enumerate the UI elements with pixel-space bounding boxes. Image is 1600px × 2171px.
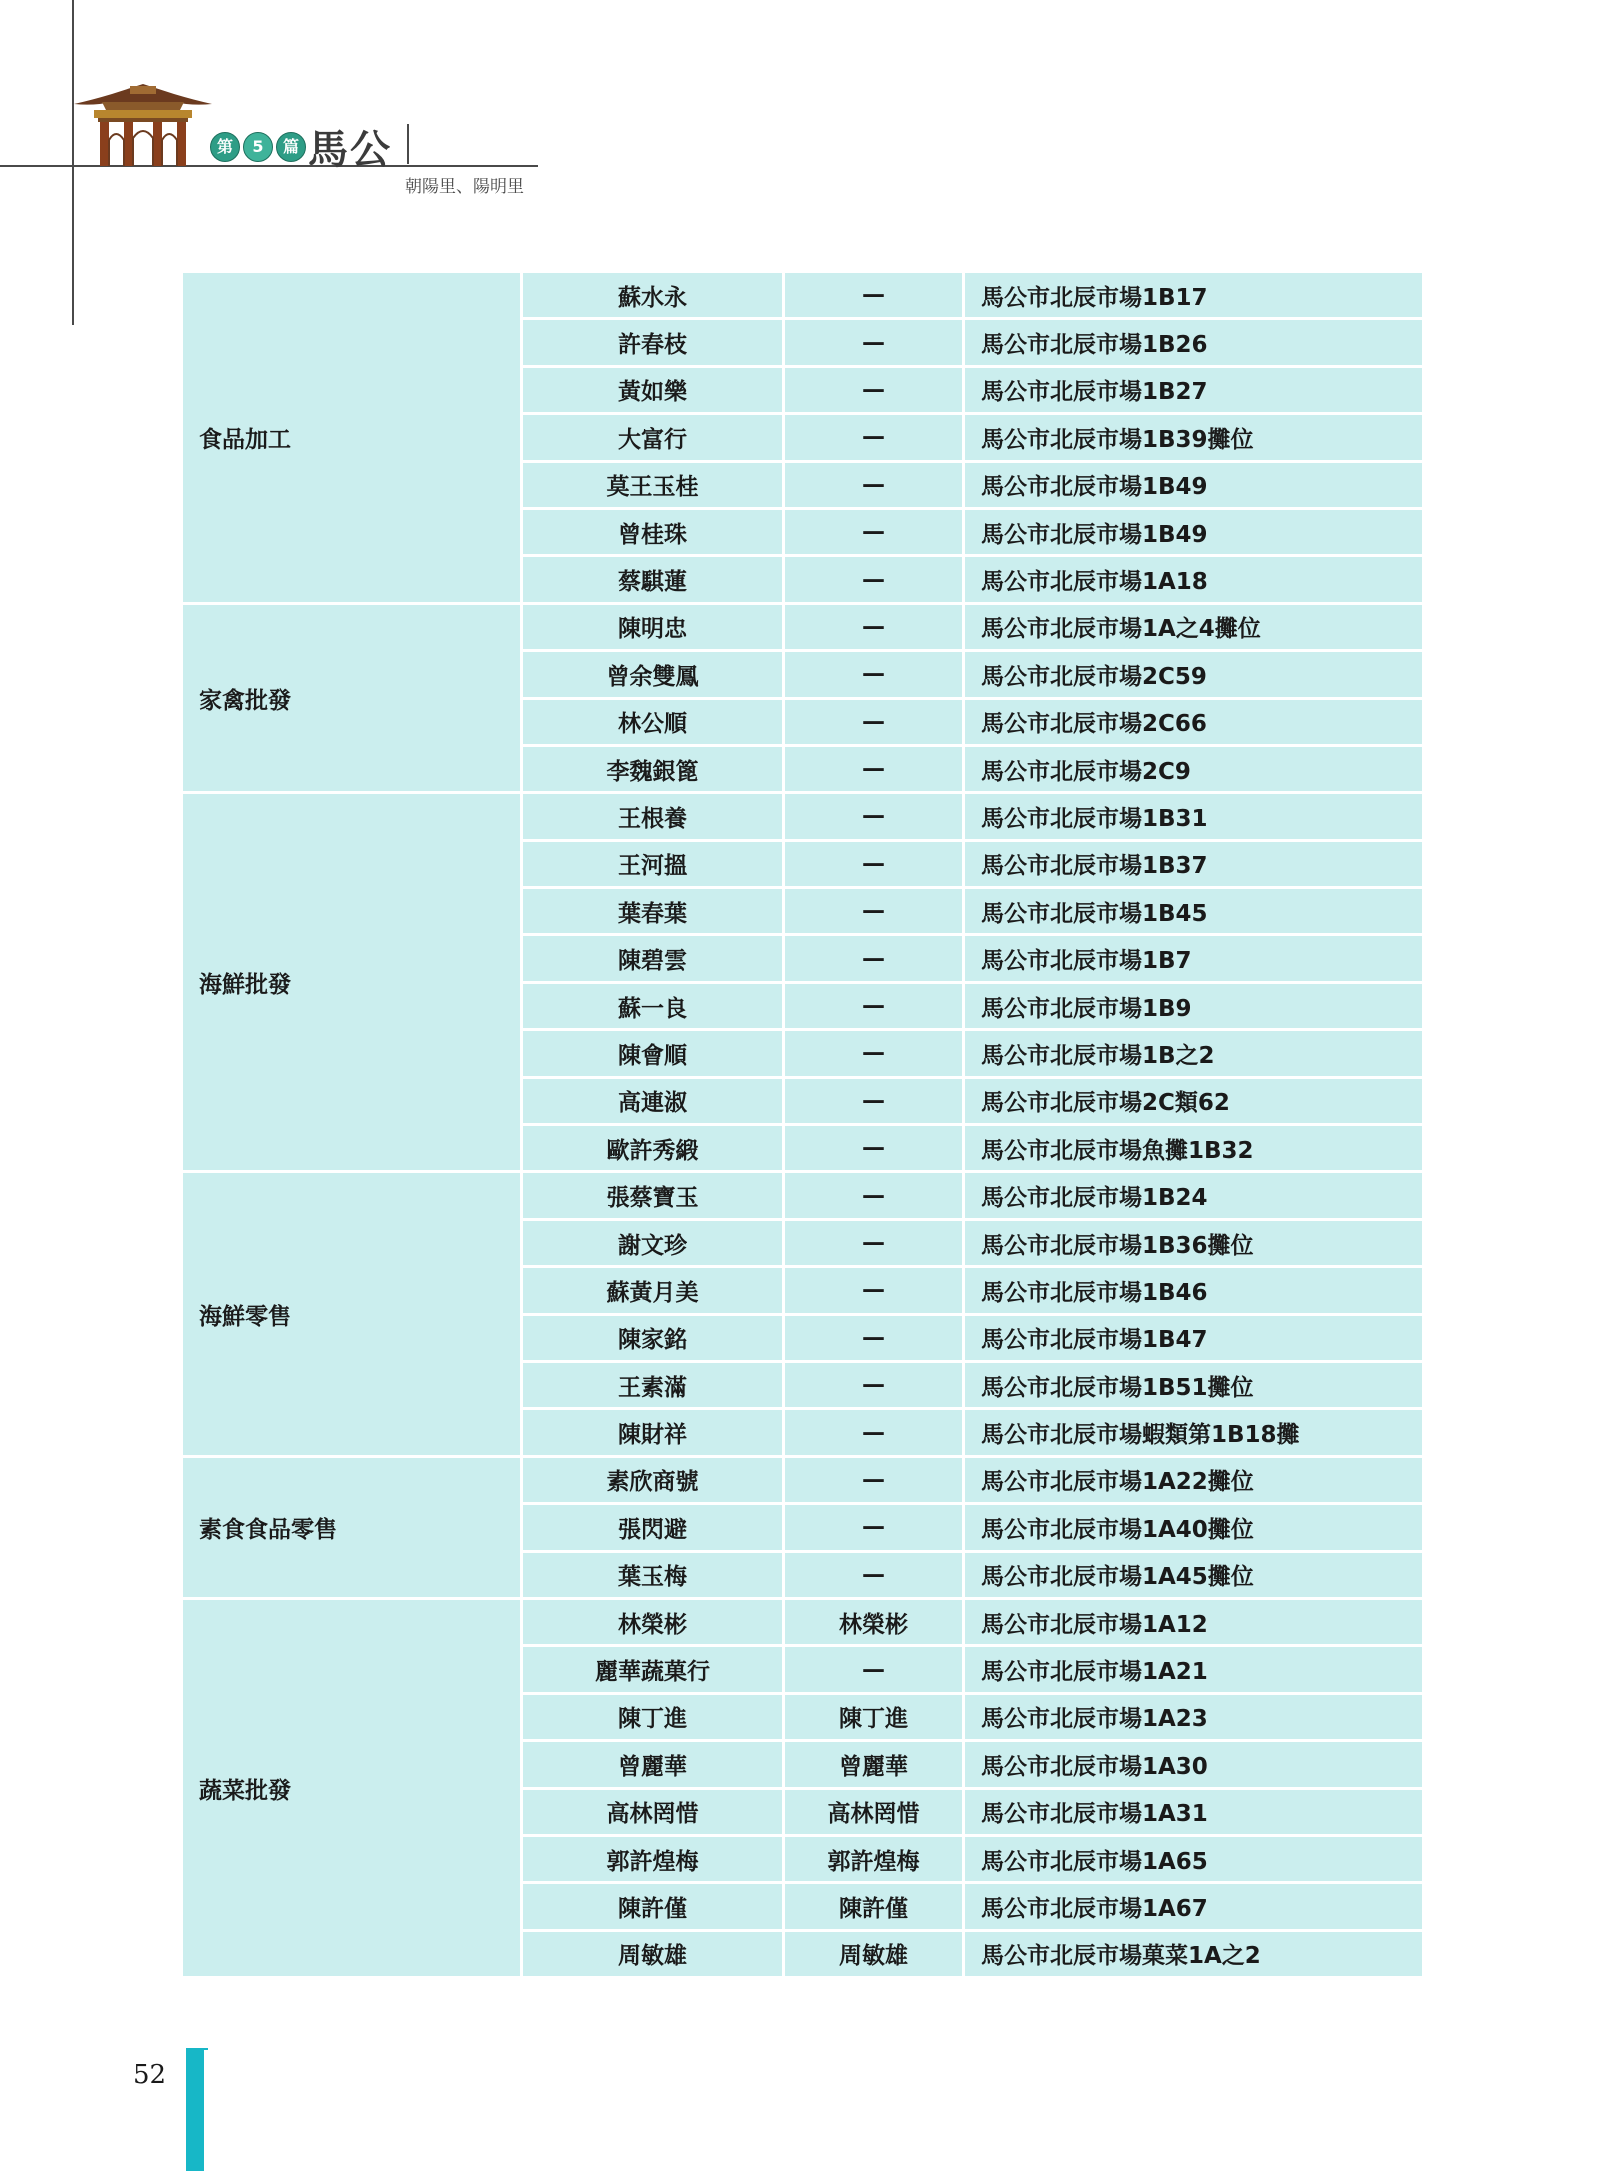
- representative-cell: —: [784, 1314, 964, 1361]
- address-cell: 馬公市北辰市場1B26: [964, 319, 1424, 366]
- address-cell: 馬公市北辰市場1A67: [964, 1883, 1424, 1930]
- address-cell: 馬公市北辰市場1A30: [964, 1741, 1424, 1788]
- address-cell: 馬公市北辰市場菓菜1A之2: [964, 1930, 1424, 1977]
- business-name-cell: 葉玉梅: [522, 1551, 784, 1598]
- address-cell: 馬公市北辰市場1A40攤位: [964, 1504, 1424, 1551]
- footer-accent-bar: [186, 2048, 204, 2171]
- business-name-cell: 曾桂珠: [522, 508, 784, 555]
- representative-cell: —: [784, 1267, 964, 1314]
- address-cell: 馬公市北辰市場蝦類第1B18攤: [964, 1409, 1424, 1456]
- business-name-cell: 蔡騏蓮: [522, 556, 784, 603]
- business-listing-table: [180, 270, 1425, 1979]
- business-name-cell: 張蔡寶玉: [522, 1172, 784, 1219]
- business-name-cell: 曾余雙鳳: [522, 651, 784, 698]
- footer-accent-edge: [186, 2048, 208, 2050]
- business-name-cell: 王河搵: [522, 840, 784, 887]
- category-cell: 食品加工: [182, 272, 522, 604]
- business-name-cell: 郭許煌梅: [522, 1835, 784, 1882]
- business-listing-table-container: [180, 270, 1422, 1979]
- business-name-cell: 莫王玉桂: [522, 461, 784, 508]
- table-row: [182, 272, 1424, 319]
- category-cell: 蔬菜批發: [182, 1598, 522, 1977]
- representative-cell: 陳丁進: [784, 1693, 964, 1740]
- chapter-suffix: 篇: [276, 132, 306, 162]
- address-cell: 馬公市北辰市場1B17: [964, 272, 1424, 319]
- business-name-cell: 歐許秀緞: [522, 1125, 784, 1172]
- title-divider: [407, 124, 409, 164]
- category-cell: 海鮮零售: [182, 1172, 522, 1456]
- representative-cell: —: [784, 698, 964, 745]
- address-cell: 馬公市北辰市場1A23: [964, 1693, 1424, 1740]
- representative-cell: —: [784, 1409, 964, 1456]
- address-cell: 馬公市北辰市場1B之2: [964, 1030, 1424, 1077]
- address-cell: 馬公市北辰市場1B49: [964, 461, 1424, 508]
- address-cell: 馬公市北辰市場1B46: [964, 1267, 1424, 1314]
- representative-cell: —: [784, 1219, 964, 1266]
- table-row: [182, 1598, 1424, 1645]
- archway-gate-icon: [72, 82, 214, 166]
- address-cell: 馬公市北辰市場1B9: [964, 982, 1424, 1029]
- representative-cell: —: [784, 840, 964, 887]
- table-row: [182, 1172, 1424, 1219]
- business-name-cell: 林榮彬: [522, 1598, 784, 1645]
- business-name-cell: 林公順: [522, 698, 784, 745]
- representative-cell: 陳許僅: [784, 1883, 964, 1930]
- representative-cell: —: [784, 272, 964, 319]
- representative-cell: 高林罔惜: [784, 1788, 964, 1835]
- representative-cell: —: [784, 651, 964, 698]
- business-name-cell: 謝文珍: [522, 1219, 784, 1266]
- business-name-cell: 周敏雄: [522, 1930, 784, 1977]
- business-name-cell: 蘇一良: [522, 982, 784, 1029]
- business-name-cell: 高林罔惜: [522, 1788, 784, 1835]
- representative-cell: —: [784, 508, 964, 555]
- business-name-cell: 陳會順: [522, 1030, 784, 1077]
- representative-cell: —: [784, 1172, 964, 1219]
- business-name-cell: 陳丁進: [522, 1693, 784, 1740]
- representative-cell: —: [784, 745, 964, 792]
- business-name-cell: 陳碧雲: [522, 935, 784, 982]
- address-cell: 馬公市北辰市場1B37: [964, 840, 1424, 887]
- representative-cell: —: [784, 319, 964, 366]
- business-name-cell: 陳家銘: [522, 1314, 784, 1361]
- business-name-cell: 葉春葉: [522, 888, 784, 935]
- representative-cell: —: [784, 1361, 964, 1408]
- representative-cell: —: [784, 461, 964, 508]
- address-cell: 馬公市北辰市場2C59: [964, 651, 1424, 698]
- business-name-cell: 李魏銀篦: [522, 745, 784, 792]
- address-cell: 馬公市北辰市場1B24: [964, 1172, 1424, 1219]
- representative-cell: —: [784, 1077, 964, 1124]
- business-name-cell: 麗華蔬菓行: [522, 1646, 784, 1693]
- business-name-cell: 張閃避: [522, 1504, 784, 1551]
- address-cell: 馬公市北辰市場1B36攤位: [964, 1219, 1424, 1266]
- business-name-cell: 曾麗華: [522, 1741, 784, 1788]
- table-row: [182, 603, 1424, 650]
- representative-cell: 郭許煌梅: [784, 1835, 964, 1882]
- representative-cell: —: [784, 366, 964, 413]
- chapter-badge: [210, 132, 306, 162]
- address-cell: 馬公市北辰市場1B51攤位: [964, 1361, 1424, 1408]
- address-cell: 馬公市北辰市場1A18: [964, 556, 1424, 603]
- business-name-cell: 陳許僅: [522, 1883, 784, 1930]
- business-name-cell: 高連淑: [522, 1077, 784, 1124]
- representative-cell: —: [784, 1646, 964, 1693]
- representative-cell: —: [784, 1030, 964, 1077]
- representative-cell: 林榮彬: [784, 1598, 964, 1645]
- address-cell: 馬公市北辰市場1A22攤位: [964, 1456, 1424, 1503]
- representative-cell: —: [784, 1125, 964, 1172]
- page-number: 52: [133, 2060, 167, 2090]
- address-cell: 馬公市北辰市場1B7: [964, 935, 1424, 982]
- address-cell: 馬公市北辰市場1A之4攤位: [964, 603, 1424, 650]
- address-cell: 馬公市北辰市場1B47: [964, 1314, 1424, 1361]
- address-cell: 馬公市北辰市場魚攤1B32: [964, 1125, 1424, 1172]
- address-cell: 馬公市北辰市場1A21: [964, 1646, 1424, 1693]
- address-cell: 馬公市北辰市場1A45攤位: [964, 1551, 1424, 1598]
- representative-cell: —: [784, 888, 964, 935]
- business-name-cell: 黃如樂: [522, 366, 784, 413]
- representative-cell: —: [784, 414, 964, 461]
- representative-cell: —: [784, 1551, 964, 1598]
- representative-cell: 曾麗華: [784, 1741, 964, 1788]
- business-name-cell: 蘇黃月美: [522, 1267, 784, 1314]
- representative-cell: —: [784, 793, 964, 840]
- chapter-subtitle: 朝陽里、陽明里: [405, 177, 524, 197]
- business-name-cell: 蘇水永: [522, 272, 784, 319]
- table-row: [182, 793, 1424, 840]
- address-cell: 馬公市北辰市場2C9: [964, 745, 1424, 792]
- address-cell: 馬公市北辰市場1B49: [964, 508, 1424, 555]
- address-cell: 馬公市北辰市場2C66: [964, 698, 1424, 745]
- address-cell: 馬公市北辰市場1A31: [964, 1788, 1424, 1835]
- representative-cell: —: [784, 935, 964, 982]
- table-body: [182, 272, 1424, 1978]
- chapter-number: 5: [243, 132, 273, 162]
- representative-cell: —: [784, 1456, 964, 1503]
- business-name-cell: 王根養: [522, 793, 784, 840]
- address-cell: 馬公市北辰市場1B39攤位: [964, 414, 1424, 461]
- business-name-cell: 許春枝: [522, 319, 784, 366]
- address-cell: 馬公市北辰市場1B27: [964, 366, 1424, 413]
- representative-cell: —: [784, 556, 964, 603]
- representative-cell: 周敏雄: [784, 1930, 964, 1977]
- business-name-cell: 陳明忠: [522, 603, 784, 650]
- address-cell: 馬公市北辰市場1B45: [964, 888, 1424, 935]
- address-cell: 馬公市北辰市場2C類62: [964, 1077, 1424, 1124]
- business-name-cell: 王素滿: [522, 1361, 784, 1408]
- chapter-prefix: 第: [210, 132, 240, 162]
- category-cell: 家禽批發: [182, 603, 522, 793]
- business-name-cell: 陳財祥: [522, 1409, 784, 1456]
- address-cell: 馬公市北辰市場1B31: [964, 793, 1424, 840]
- chapter-title: 馬公: [308, 126, 392, 173]
- category-cell: 海鮮批發: [182, 793, 522, 1172]
- representative-cell: —: [784, 603, 964, 650]
- representative-cell: —: [784, 982, 964, 1029]
- table-row: [182, 1456, 1424, 1503]
- business-name-cell: 大富行: [522, 414, 784, 461]
- business-name-cell: 素欣商號: [522, 1456, 784, 1503]
- representative-cell: —: [784, 1504, 964, 1551]
- address-cell: 馬公市北辰市場1A65: [964, 1835, 1424, 1882]
- category-cell: 素食食品零售: [182, 1456, 522, 1598]
- address-cell: 馬公市北辰市場1A12: [964, 1598, 1424, 1645]
